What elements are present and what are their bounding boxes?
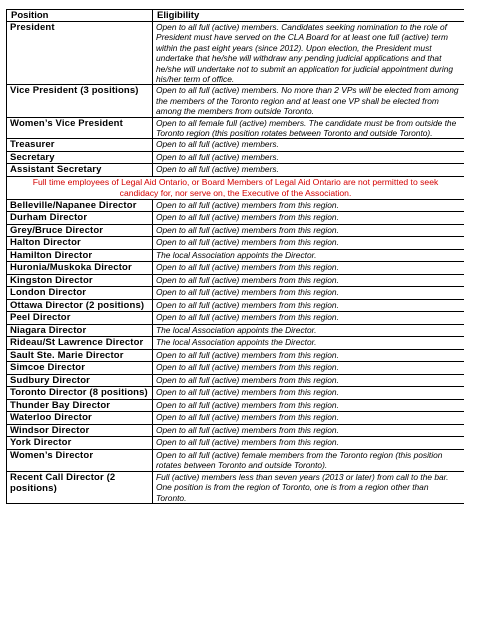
row-vice-president: [7, 85, 465, 117]
eligibility-cell: Open to all full (active) members from this region.: [153, 362, 465, 375]
row-womens-vice-president: [7, 117, 465, 139]
director-row: [7, 412, 465, 425]
position-cell: Kingston Director: [7, 274, 153, 287]
position-cell: Waterloo Director: [7, 412, 153, 425]
director-row: [7, 471, 465, 503]
eligibility-cell: Open to all full (active) members from this region.: [153, 312, 465, 325]
eligibility-cell: Open to all full (active) members from this region.: [153, 387, 465, 400]
position-cell: Halton Director: [7, 237, 153, 250]
row-president: [7, 22, 465, 85]
header-eligibility: Eligibility: [153, 10, 465, 22]
eligibility-cell: The local Association appoints the Director.: [153, 249, 465, 262]
eligibility-cell: Open to all full (active) members from this region.: [153, 299, 465, 312]
eligibility-table: [6, 9, 464, 504]
director-row: [7, 362, 465, 375]
eligibility-cell: Open to all full (active) members from this region.: [153, 199, 465, 212]
position-cell: President: [7, 22, 153, 85]
eligibility-cell: Open to all full (active) members from this region.: [153, 237, 465, 250]
position-cell: Secretary: [7, 151, 153, 164]
eligibility-cell: Open to all full (active) members from this region.: [153, 412, 465, 425]
director-row: [7, 312, 465, 325]
eligibility-cell: Open to all full (active) members from this region.: [153, 287, 465, 300]
position-cell: Hamilton Director: [7, 249, 153, 262]
position-cell: Grey/Bruce Director: [7, 224, 153, 237]
position-cell: Niagara Director: [7, 324, 153, 337]
position-cell: Simcoe Director: [7, 362, 153, 375]
position-cell: Recent Call Director (2 positions): [7, 471, 153, 503]
eligibility-cell: Open to all female full (active) members. The candidate must be from outside the Toronto region (this position rotates between Toronto and outside Toronto).: [153, 117, 465, 139]
position-cell: Sudbury Director: [7, 374, 153, 387]
position-cell: Ottawa Director (2 positions): [7, 299, 153, 312]
director-row: [7, 199, 465, 212]
position-cell: Women’s Director: [7, 449, 153, 471]
director-row: [7, 212, 465, 225]
director-row: [7, 437, 465, 450]
director-row: [7, 262, 465, 275]
director-row: [7, 374, 465, 387]
legal-aid-notice: Full time employees of Legal Aid Ontario, or Board Members of Legal Aid Ontario are not permitted to seek candidacy for, nor serve on, the Executive of the Association.: [7, 176, 465, 199]
eligibility-cell: Open to all full (active) members. Candidates seeking nomination to the role of President must have served on the CLA Board for at least one full (active) term within the past eight years (since 2012). Upon election, the President must undertake that he/she will withdraw any pending judicial applications and that he/she will undertake not to submit an application for judicial appointment during his/her term of office.: [153, 22, 465, 85]
row-treasurer: [7, 139, 465, 152]
position-cell: Women’s Vice President: [7, 117, 153, 139]
director-row: [7, 274, 465, 287]
eligibility-cell: Open to all full (active) members from this region.: [153, 274, 465, 287]
eligibility-document: [6, 9, 464, 626]
director-row: [7, 224, 465, 237]
header-position: Position: [7, 10, 153, 22]
director-row: [7, 399, 465, 412]
position-cell: Treasurer: [7, 139, 153, 152]
eligibility-cell: Open to all full (active) members.: [153, 139, 465, 152]
eligibility-cell: Open to all full (active) female members from the Toronto region (this position rotates between Toronto and outside Toronto).: [153, 449, 465, 471]
eligibility-cell: Open to all full (active) members from this region.: [153, 437, 465, 450]
eligibility-cell: Full (active) members less than seven years (2013 or later) from call to the bar. One position is from the region of Toronto, one is from a region other than Toronto.: [153, 471, 465, 503]
position-cell: Thunder Bay Director: [7, 399, 153, 412]
position-cell: Assistant Secretary: [7, 164, 153, 177]
eligibility-cell: Open to all full (active) members.: [153, 164, 465, 177]
position-cell: Vice President (3 positions): [7, 85, 153, 117]
position-cell: Durham Director: [7, 212, 153, 225]
director-row: [7, 349, 465, 362]
eligibility-cell: The local Association appoints the Director.: [153, 324, 465, 337]
position-cell: York Director: [7, 437, 153, 450]
position-cell: Rideau/St Lawrence Director: [7, 337, 153, 350]
eligibility-cell: Open to all full (active) members from this region.: [153, 424, 465, 437]
position-cell: Sault Ste. Marie Director: [7, 349, 153, 362]
director-row: [7, 449, 465, 471]
director-row: [7, 324, 465, 337]
position-cell: Peel Director: [7, 312, 153, 325]
director-rows: [7, 199, 465, 503]
director-row: [7, 249, 465, 262]
row-secretary: [7, 151, 465, 164]
eligibility-cell: The local Association appoints the Director.: [153, 337, 465, 350]
position-cell: Belleville/Napanee Director: [7, 199, 153, 212]
position-cell: London Director: [7, 287, 153, 300]
header-row: [7, 10, 465, 22]
director-row: [7, 287, 465, 300]
eligibility-cell: Open to all full (active) members from this region.: [153, 349, 465, 362]
eligibility-cell: Open to all full (active) members. No more than 2 VPs will be elected from among the members of the Toronto region and at least one VP shall be elected from among the members from outside Toronto.: [153, 85, 465, 117]
eligibility-cell: Open to all full (active) members from this region.: [153, 262, 465, 275]
eligibility-cell: Open to all full (active) members from this region.: [153, 212, 465, 225]
director-row: [7, 424, 465, 437]
row-assistant-secretary: [7, 164, 465, 177]
position-cell: Windsor Director: [7, 424, 153, 437]
director-row: [7, 337, 465, 350]
eligibility-cell: Open to all full (active) members from this region.: [153, 399, 465, 412]
director-row: [7, 387, 465, 400]
eligibility-cell: Open to all full (active) members.: [153, 151, 465, 164]
director-row: [7, 299, 465, 312]
eligibility-cell: Open to all full (active) members from this region.: [153, 224, 465, 237]
director-row: [7, 237, 465, 250]
notice-row: [7, 176, 465, 199]
position-cell: Toronto Director (8 positions): [7, 387, 153, 400]
eligibility-cell: Open to all full (active) members from this region.: [153, 374, 465, 387]
position-cell: Huronia/Muskoka Director: [7, 262, 153, 275]
